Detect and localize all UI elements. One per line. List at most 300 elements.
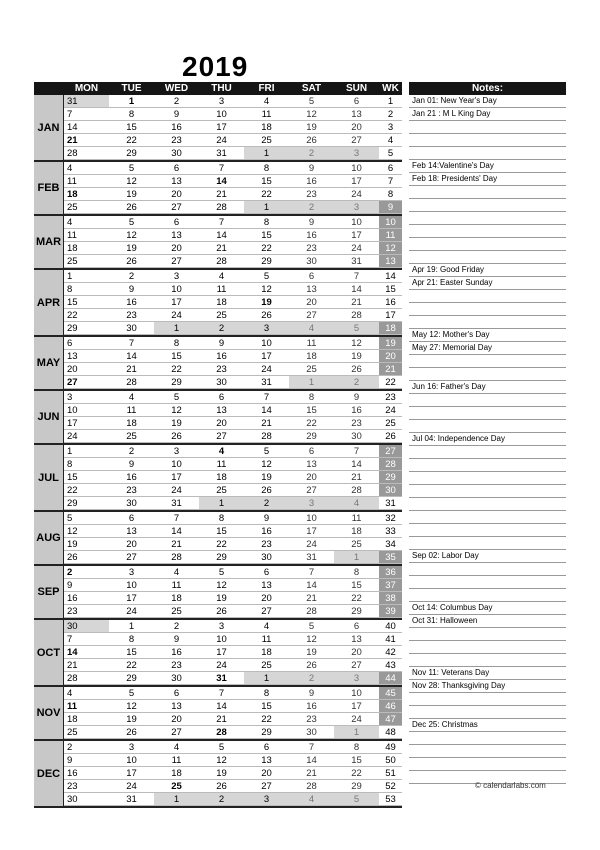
- day-cell: 13: [244, 579, 289, 592]
- day-cell: 8: [109, 633, 154, 646]
- day-cell: 29: [244, 726, 289, 739]
- week-number-cell: 5: [379, 147, 402, 160]
- week-number-cell: 43: [379, 659, 402, 672]
- day-cell: 5: [244, 445, 289, 458]
- day-cell: 25: [199, 309, 244, 322]
- day-cell: 19: [64, 538, 109, 551]
- day-cell: 19: [289, 646, 334, 659]
- day-cell: 6: [334, 95, 379, 108]
- day-cell: 11: [334, 512, 379, 525]
- day-cell: 8: [154, 337, 199, 350]
- day-cell: 19: [109, 713, 154, 726]
- day-cell: 12: [109, 175, 154, 188]
- week-row: [64, 201, 402, 214]
- day-cell: 3: [154, 445, 199, 458]
- day-cell: 16: [289, 229, 334, 242]
- day-cell: 3: [334, 672, 379, 685]
- day-cell: 23: [334, 417, 379, 430]
- footer-credit: © calendarlabs.com: [475, 781, 546, 790]
- day-cell: 1: [244, 147, 289, 160]
- day-cell: 22: [289, 417, 334, 430]
- day-cell: 20: [199, 417, 244, 430]
- day-cell: 12: [199, 754, 244, 767]
- week-number-cell: 2: [379, 108, 402, 121]
- day-cell: 26: [64, 551, 109, 564]
- day-cell: 17: [289, 525, 334, 538]
- note-line: [409, 576, 566, 589]
- day-cell: 20: [154, 713, 199, 726]
- day-cell: 19: [244, 471, 289, 484]
- day-cell: 13: [109, 525, 154, 538]
- day-cell: 12: [289, 633, 334, 646]
- note-line: Jul 04: Independence Day: [409, 433, 566, 446]
- day-cell: 28: [199, 726, 244, 739]
- day-cell: 25: [64, 726, 109, 739]
- day-cell: 9: [199, 337, 244, 350]
- week-row: [64, 337, 402, 350]
- day-cell: 21: [289, 592, 334, 605]
- day-cell: 10: [334, 216, 379, 229]
- day-cell: 5: [289, 95, 334, 108]
- day-cell: 1: [154, 793, 199, 806]
- week-row: [64, 579, 402, 592]
- day-cell: 27: [334, 134, 379, 147]
- week-row: [64, 162, 402, 175]
- note-line: Nov 28: Thanksgiving Day: [409, 680, 566, 693]
- day-cell: 9: [289, 687, 334, 700]
- day-cell: 26: [199, 605, 244, 618]
- day-cell: 27: [154, 726, 199, 739]
- day-cell: 16: [334, 404, 379, 417]
- day-cell: 8: [244, 162, 289, 175]
- day-cell: 25: [244, 659, 289, 672]
- week-number-cell: 14: [379, 270, 402, 283]
- day-cell: 7: [334, 445, 379, 458]
- day-cell: 15: [244, 229, 289, 242]
- day-cell: 30: [289, 726, 334, 739]
- note-line: Apr 21: Easter Sunday: [409, 277, 566, 290]
- week-row: [64, 551, 402, 564]
- day-cell: 24: [289, 538, 334, 551]
- day-cell: 25: [289, 363, 334, 376]
- day-cell: 15: [199, 525, 244, 538]
- day-cell: 19: [289, 121, 334, 134]
- day-cell: 18: [154, 767, 199, 780]
- day-cell: 13: [199, 404, 244, 417]
- day-cell: 3: [199, 95, 244, 108]
- note-line: [409, 394, 566, 407]
- note-line: [409, 628, 566, 641]
- day-cell: 1: [154, 322, 199, 335]
- note-line: [409, 407, 566, 420]
- day-cell: 10: [64, 404, 109, 417]
- note-line: Nov 11: Veterans Day: [409, 667, 566, 680]
- day-cell: 20: [334, 121, 379, 134]
- note-line: Oct 31: Halloween: [409, 615, 566, 628]
- day-cell: 9: [64, 579, 109, 592]
- day-cell: 26: [244, 309, 289, 322]
- day-cell: 28: [289, 780, 334, 793]
- day-cell: 4: [109, 391, 154, 404]
- note-line: [409, 524, 566, 537]
- week-row: [64, 255, 402, 268]
- day-cell: 20: [154, 188, 199, 201]
- day-cell: 30: [334, 430, 379, 443]
- day-cell: 7: [199, 687, 244, 700]
- week-row: [64, 363, 402, 376]
- day-cell: 30: [154, 672, 199, 685]
- week-number-cell: 41: [379, 633, 402, 646]
- note-line: [409, 303, 566, 316]
- month-label: OCT: [34, 620, 64, 685]
- month-label: JUL: [34, 445, 64, 510]
- day-cell: 11: [64, 175, 109, 188]
- day-cell: 8: [244, 687, 289, 700]
- note-line: [409, 316, 566, 329]
- day-cell: 12: [334, 337, 379, 350]
- day-cell: 18: [199, 296, 244, 309]
- day-cell: 19: [154, 417, 199, 430]
- week-row: [64, 687, 402, 700]
- day-cell: 13: [244, 754, 289, 767]
- note-line: [409, 355, 566, 368]
- note-line: [409, 199, 566, 212]
- week-number-cell: 46: [379, 700, 402, 713]
- day-cell: 4: [199, 445, 244, 458]
- day-cell: 21: [109, 363, 154, 376]
- week-number-cell: 25: [379, 417, 402, 430]
- day-cell: 26: [289, 659, 334, 672]
- day-cell: 1: [109, 95, 154, 108]
- week-number-cell: 50: [379, 754, 402, 767]
- day-cell: 19: [244, 296, 289, 309]
- day-cell: 26: [109, 255, 154, 268]
- day-cell: 12: [109, 700, 154, 713]
- week-number-cell: 49: [379, 741, 402, 754]
- day-cell: 22: [64, 484, 109, 497]
- week-row: [64, 726, 402, 739]
- day-cell: 15: [64, 471, 109, 484]
- day-cell: 3: [64, 391, 109, 404]
- week-row: [64, 175, 402, 188]
- month-block-may: [34, 337, 402, 391]
- day-cell: 27: [64, 376, 109, 389]
- day-cell: 9: [334, 391, 379, 404]
- day-cell: 11: [109, 404, 154, 417]
- week-number-cell: 29: [379, 471, 402, 484]
- week-number-cell: 38: [379, 592, 402, 605]
- day-cell: 18: [289, 350, 334, 363]
- day-cell: 25: [154, 780, 199, 793]
- day-cell: 18: [154, 592, 199, 605]
- day-cell: 20: [64, 363, 109, 376]
- month-label: SEP: [34, 566, 64, 618]
- day-cell: 27: [289, 484, 334, 497]
- day-cell: 10: [244, 337, 289, 350]
- week-number-cell: 44: [379, 672, 402, 685]
- week-number-cell: 15: [379, 283, 402, 296]
- day-cell: 14: [289, 579, 334, 592]
- day-cell: 31: [289, 551, 334, 564]
- day-cell: 14: [334, 458, 379, 471]
- note-line: [409, 485, 566, 498]
- day-cell: 18: [244, 646, 289, 659]
- day-cell: 19: [109, 188, 154, 201]
- note-line: [409, 368, 566, 381]
- day-cell: 7: [64, 108, 109, 121]
- day-cell: 3: [154, 270, 199, 283]
- day-cell: 22: [334, 592, 379, 605]
- day-cell: 29: [334, 605, 379, 618]
- week-number-cell: 3: [379, 121, 402, 134]
- day-cell: 21: [199, 242, 244, 255]
- week-number-cell: 36: [379, 566, 402, 579]
- day-cell: 7: [199, 216, 244, 229]
- day-cell: 22: [109, 134, 154, 147]
- day-cell: 9: [154, 108, 199, 121]
- day-cell: 30: [289, 255, 334, 268]
- day-cell: 16: [244, 525, 289, 538]
- month-label: DEC: [34, 741, 64, 806]
- week-row: [64, 147, 402, 160]
- day-cell: 20: [289, 471, 334, 484]
- note-line: Jan 01: New Year's Day: [409, 95, 566, 108]
- day-cell: 10: [199, 633, 244, 646]
- note-line: [409, 758, 566, 771]
- day-cell: 9: [109, 458, 154, 471]
- day-cell: 24: [199, 134, 244, 147]
- week-number-cell: 52: [379, 780, 402, 793]
- note-line: [409, 589, 566, 602]
- day-cell: 1: [334, 726, 379, 739]
- week-number-cell: 23: [379, 391, 402, 404]
- note-line: [409, 251, 566, 264]
- week-number-cell: 42: [379, 646, 402, 659]
- week-number-cell: 18: [379, 322, 402, 335]
- day-cell: 11: [199, 283, 244, 296]
- week-row: [64, 525, 402, 538]
- day-cell: 7: [289, 741, 334, 754]
- day-cell: 21: [199, 713, 244, 726]
- day-cell: 27: [334, 659, 379, 672]
- day-cell: 6: [154, 216, 199, 229]
- day-cell: 1: [109, 620, 154, 633]
- day-cell: 24: [64, 430, 109, 443]
- day-cell: 2: [64, 566, 109, 579]
- day-cell: 30: [109, 497, 154, 510]
- day-cell: 8: [109, 108, 154, 121]
- day-cell: 23: [289, 242, 334, 255]
- day-cell: 17: [334, 700, 379, 713]
- day-cell: 26: [154, 430, 199, 443]
- day-cell: 11: [289, 337, 334, 350]
- day-cell: 9: [64, 754, 109, 767]
- day-cell: 27: [154, 201, 199, 214]
- day-cell: 5: [334, 793, 379, 806]
- note-line: [409, 121, 566, 134]
- day-cell: 13: [154, 700, 199, 713]
- day-cell: 11: [64, 229, 109, 242]
- day-cell: 14: [154, 525, 199, 538]
- day-cell: 10: [334, 162, 379, 175]
- day-cell: 14: [199, 229, 244, 242]
- week-row: [64, 672, 402, 685]
- month-label: NOV: [34, 687, 64, 739]
- day-cell: 21: [154, 538, 199, 551]
- day-cell: 4: [64, 162, 109, 175]
- week-number-cell: 21: [379, 363, 402, 376]
- note-line: [409, 186, 566, 199]
- week-row: [64, 592, 402, 605]
- calendar-grid: [34, 82, 402, 808]
- day-cell: 8: [244, 216, 289, 229]
- day-cell: 5: [154, 391, 199, 404]
- week-row: [64, 659, 402, 672]
- note-line: [409, 654, 566, 667]
- month-label: MAY: [34, 337, 64, 389]
- day-cell: 10: [109, 754, 154, 767]
- day-cell: 28: [109, 376, 154, 389]
- month-block-dec: [34, 741, 402, 808]
- week-row: [64, 767, 402, 780]
- month-block-jul: [34, 445, 402, 512]
- day-cell: 23: [199, 363, 244, 376]
- week-number-cell: 33: [379, 525, 402, 538]
- day-cell: 24: [334, 713, 379, 726]
- day-cell: 1: [199, 497, 244, 510]
- day-cell: 31: [64, 95, 109, 108]
- week-row: [64, 376, 402, 389]
- day-cell: 27: [109, 551, 154, 564]
- week-row: [64, 793, 402, 806]
- day-cell: 18: [199, 471, 244, 484]
- month-label: MAR: [34, 216, 64, 268]
- day-cell: 17: [154, 296, 199, 309]
- month-block-mar: [34, 216, 402, 270]
- day-cell: 29: [154, 376, 199, 389]
- day-cell: 3: [289, 497, 334, 510]
- day-cell: 15: [289, 404, 334, 417]
- week-row: [64, 484, 402, 497]
- day-cell: 23: [154, 659, 199, 672]
- day-cell: 11: [199, 458, 244, 471]
- day-cell: 28: [334, 309, 379, 322]
- day-cell: 24: [334, 188, 379, 201]
- day-cell: 12: [199, 579, 244, 592]
- day-cell: 2: [154, 95, 199, 108]
- day-cell: 15: [244, 175, 289, 188]
- day-cell: 17: [244, 350, 289, 363]
- day-cell: 30: [199, 376, 244, 389]
- day-cell: 16: [109, 471, 154, 484]
- day-cell: 3: [244, 322, 289, 335]
- day-cell: 15: [109, 121, 154, 134]
- week-row: [64, 512, 402, 525]
- day-cell: 18: [64, 188, 109, 201]
- day-cell: 18: [334, 525, 379, 538]
- year-title: 2019: [182, 51, 249, 82]
- day-cell: 7: [154, 512, 199, 525]
- day-cell: 13: [154, 175, 199, 188]
- day-cell: 8: [64, 283, 109, 296]
- day-cell: 17: [334, 175, 379, 188]
- day-cell: 20: [244, 592, 289, 605]
- day-cell: 17: [109, 767, 154, 780]
- day-cell: 29: [64, 322, 109, 335]
- week-number-cell: 22: [379, 376, 402, 389]
- day-cell: 28: [154, 551, 199, 564]
- week-number-cell: 16: [379, 296, 402, 309]
- day-cell: 29: [199, 551, 244, 564]
- day-cell: 18: [64, 713, 109, 726]
- day-cell: 5: [109, 216, 154, 229]
- day-cell: 21: [244, 417, 289, 430]
- day-cell: 24: [199, 659, 244, 672]
- day-cell: 28: [289, 605, 334, 618]
- month-label: JAN: [34, 95, 64, 160]
- day-cell: 31: [199, 672, 244, 685]
- day-cell: 2: [109, 270, 154, 283]
- day-cell: 2: [109, 445, 154, 458]
- day-cell: 19: [109, 242, 154, 255]
- day-cell: 4: [289, 793, 334, 806]
- week-row: [64, 95, 402, 108]
- day-cell: 3: [109, 741, 154, 754]
- day-cell: 24: [109, 780, 154, 793]
- day-cell: 29: [109, 672, 154, 685]
- day-cell: 25: [334, 538, 379, 551]
- day-cell: 2: [244, 497, 289, 510]
- day-cell: 29: [64, 497, 109, 510]
- day-cell: 1: [64, 445, 109, 458]
- day-cell: 14: [334, 283, 379, 296]
- week-number-cell: 39: [379, 605, 402, 618]
- week-row: [64, 646, 402, 659]
- day-cell: 22: [154, 363, 199, 376]
- day-header-wed: WED: [164, 83, 189, 94]
- day-cell: 22: [199, 538, 244, 551]
- note-line: Feb 18: Presidents' Day: [409, 173, 566, 186]
- day-cell: 4: [154, 741, 199, 754]
- week-row: [64, 134, 402, 147]
- day-cell: 24: [154, 309, 199, 322]
- day-cell: 5: [244, 270, 289, 283]
- day-cell: 30: [244, 551, 289, 564]
- day-cell: 31: [154, 497, 199, 510]
- day-cell: 8: [334, 741, 379, 754]
- week-row: [64, 108, 402, 121]
- day-cell: 7: [199, 162, 244, 175]
- note-line: [409, 641, 566, 654]
- week-number-cell: 47: [379, 713, 402, 726]
- day-cell: 5: [334, 322, 379, 335]
- day-cell: 28: [64, 672, 109, 685]
- day-cell: 10: [154, 458, 199, 471]
- day-cell: 22: [64, 309, 109, 322]
- note-line: [409, 212, 566, 225]
- day-cell: 16: [109, 296, 154, 309]
- day-cell: 16: [199, 350, 244, 363]
- day-cell: 4: [154, 566, 199, 579]
- note-line: [409, 459, 566, 472]
- month-label: APR: [34, 270, 64, 335]
- day-cell: 28: [334, 484, 379, 497]
- day-cell: 2: [199, 322, 244, 335]
- day-cell: 27: [199, 430, 244, 443]
- day-cell: 6: [109, 512, 154, 525]
- day-cell: 30: [64, 793, 109, 806]
- day-cell: 3: [244, 793, 289, 806]
